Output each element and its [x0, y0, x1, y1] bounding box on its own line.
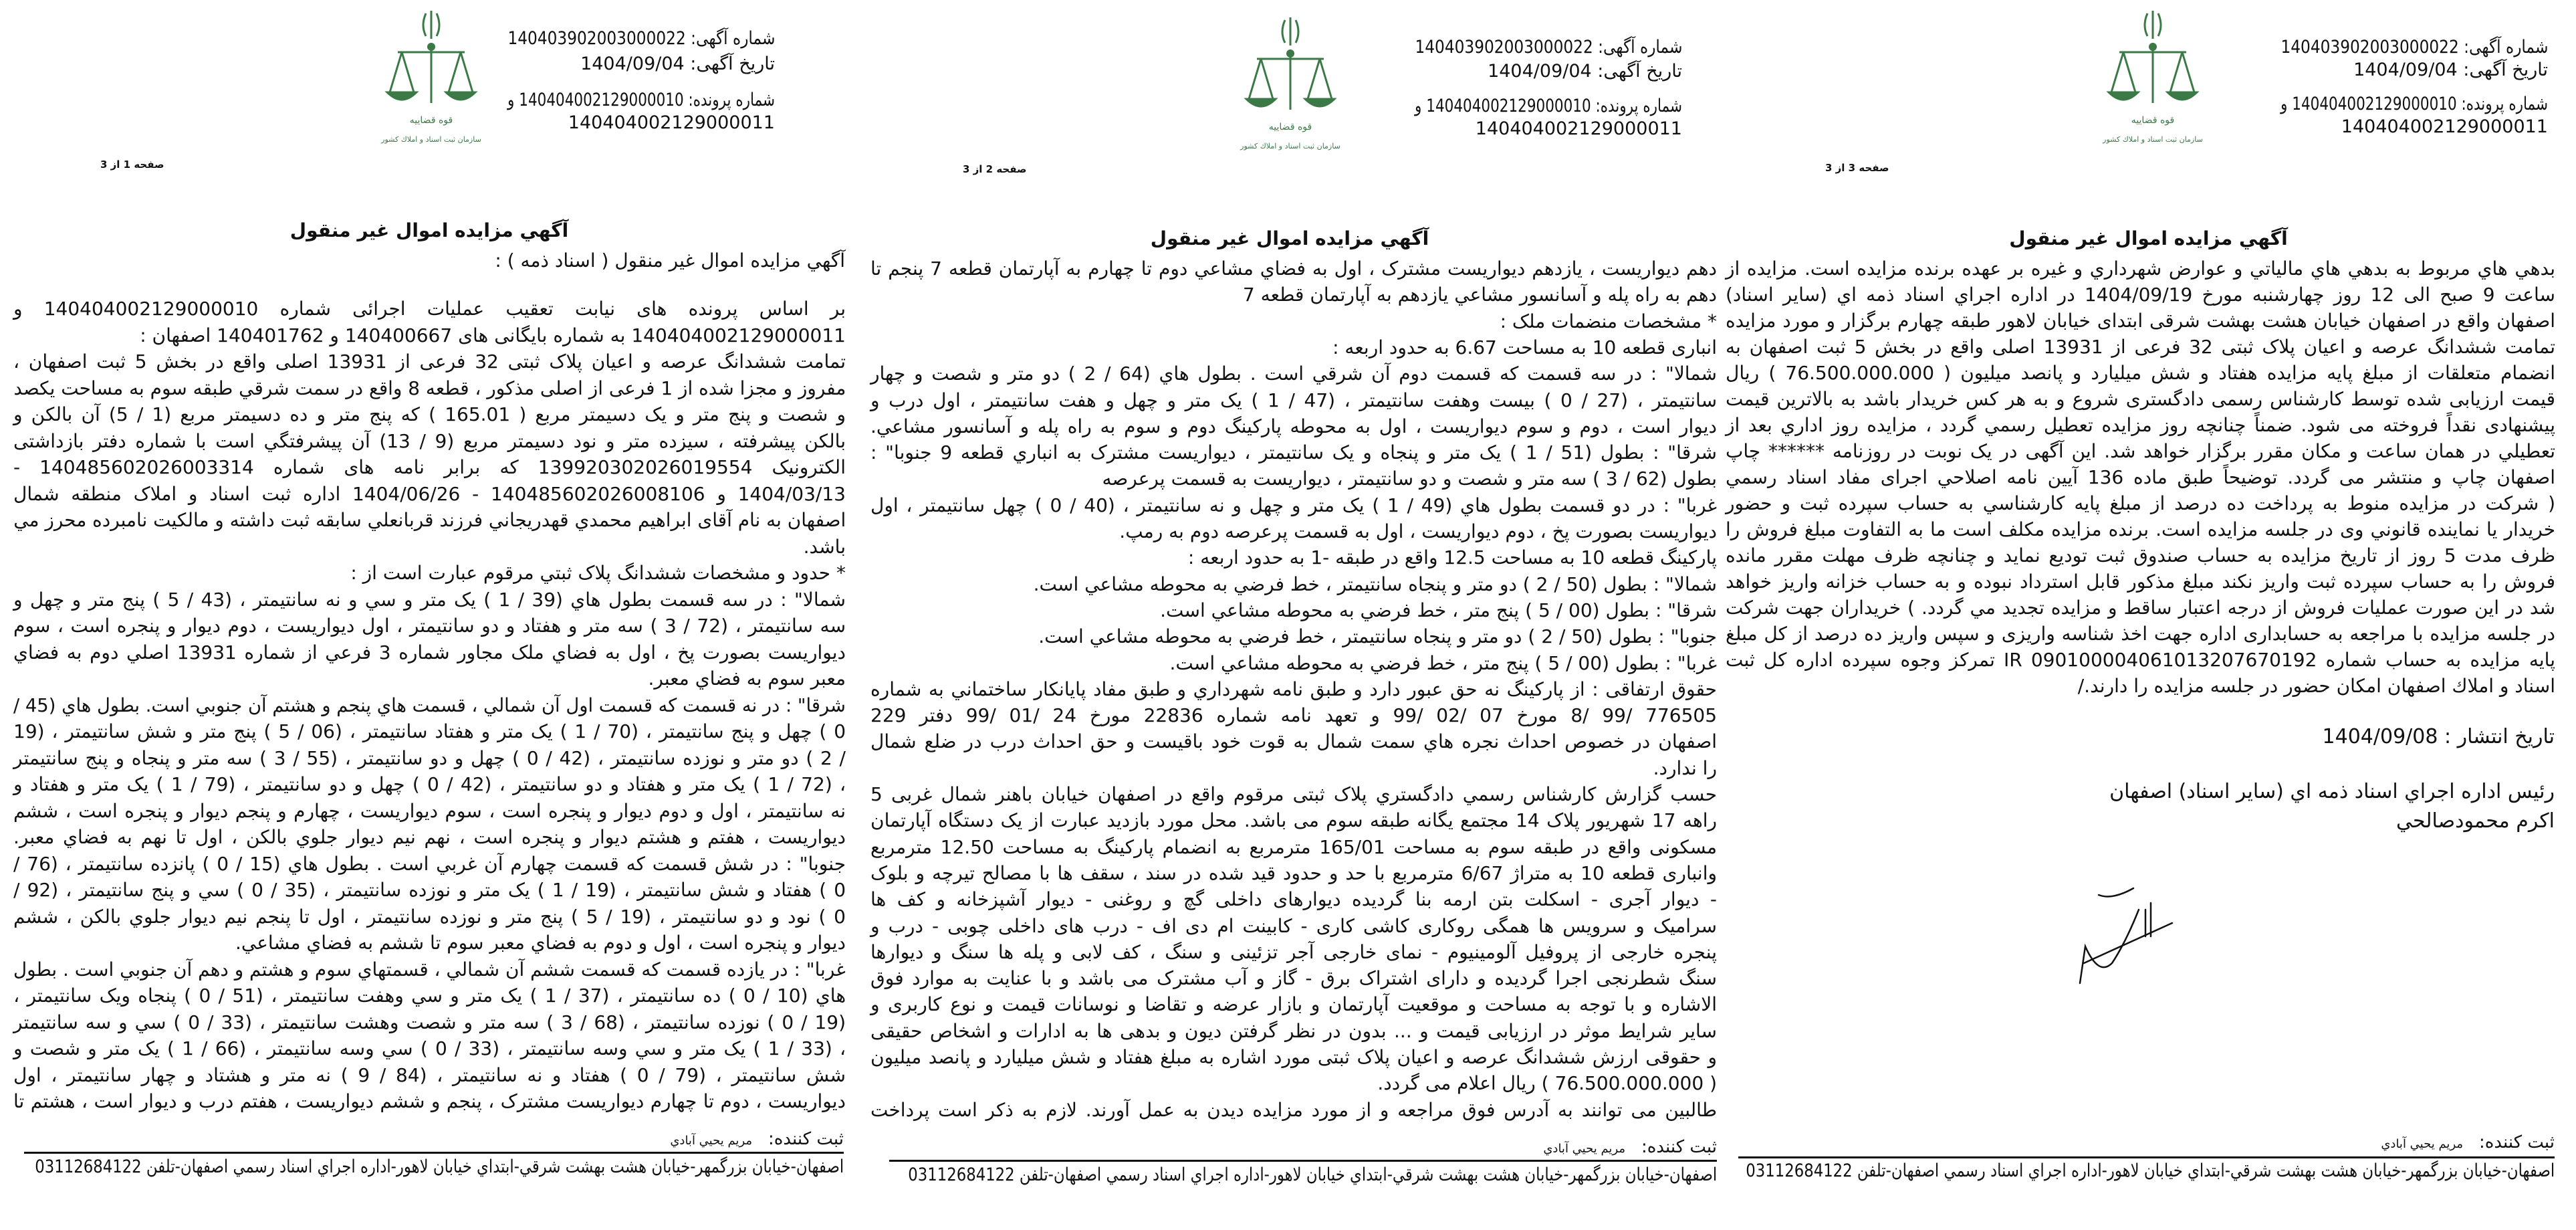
- judiciary-scales-icon: [2099, 8, 2206, 155]
- body-line: ظرف مدت 5 روز از تاريخ مزايده به حساب صندوق ثبت توديع نمايد و چنانچه ظرف مهلت مقرر مانده: [1726, 544, 2555, 567]
- body-line: پارکينگ قطعه 10 به مساحت 12.5 واقع در طبقه -1 به حدود اربعه :: [1187, 546, 1717, 569]
- body-line: ديواريست بصورت پخ ، دوم ديواريست ، اول به قسمت پرعرصه دوم به رمپ.: [1119, 520, 1717, 542]
- body-line: اسناد و املاك اصفهان امكان حضور در جلسه مزايده را دارند./: [2077, 675, 2555, 697]
- file-number-2: 140404002129000011: [1475, 118, 1682, 139]
- body-line: ديوار است ، دوم و سوم ديواريست ، اول به محوطه پارکينگ دوم و سوم به راه پله و آسانسور مشاعي.: [870, 415, 1717, 437]
- judiciary-logo: [1237, 15, 1344, 162]
- body-line: در جلسه مزايده با مراجعه به حسابداری اداره جهت اخذ شناسه واريزی و سپس واريز ده درصد از كل مبلغ: [1726, 623, 2555, 645]
- body-line: پايه مزايده به حساب شماره IR 090100004061013207670192 تمركز وجوه سپرده اداره كل ثبت: [1726, 649, 2555, 671]
- body-line: ديوار و پنجره است ، اول و دوم به فضاي معبر سوم تا ششم به فضاي مشاعي.: [235, 932, 846, 954]
- body-line: پيشنهادی نقداً فروخته می شود. ضمناً چنانچه روز مزايده تعطيل رسمي گردد ، مزايده روز اداري بعد از: [1726, 414, 2555, 436]
- ad-number: شماره آگهی: 140403902003000022: [1415, 37, 1682, 58]
- body-line: مسکونی واقع در طبقه سوم به مساحت 165/01 مترمربع به انضمام پارکینگ به مساحت 12.50 مترمربع: [870, 835, 1717, 858]
- page-1: [0, 0, 858, 1230]
- body-line: قيمت ارزيابی شده توسط كارشناس رسمی دادگستری شروع و به هر كس خريدار باشد به بالاترين قيمت: [1726, 388, 2555, 410]
- body-line: بطول (62 / 3 ) سه متر و شصت و دو سانتيمتر ، ديواريست به قسمت پرعرصه: [1102, 468, 1717, 490]
- body-line: ساعت 9 صبح الی 12 روز چهارشنبه مورخ 1404/09/19 در اداره اجراي اسناد ذمه اي (ساير اسناد): [1726, 284, 2555, 306]
- notice-title: آگهي مزايده اموال غير منقول: [289, 219, 569, 241]
- body-line: شمالا" : بطول (50 / 2 ) دو متر و پنجاه سانتيمتر ، خط فرضي به محوطه مشاعي است.: [1033, 573, 1717, 595]
- page-2: [858, 0, 1721, 1230]
- body-line: فروش را به حساب سپرده ثبت واريز نكند مبلغ مذكور قابل استرداد نبوده و به حساب خزانه واريز خواهد: [1726, 571, 2555, 593]
- body-line: ديواريست ، هفتم و هشتم ديوار و پنجره است ، نهم نيم ديوار جلوي بالکن ، اول تا نهم به فضاي معبر.: [13, 826, 846, 848]
- page-number: صفحه 3 از 3: [1825, 162, 1889, 174]
- body-line: باشد.: [803, 535, 846, 558]
- body-line: غربا" : در دو قسمت بطول هاي (49 / 1 ) يک متر و چهل و نه سانتيمتر ، (40 / 0 ) چهل سانتيمتر ، اول: [870, 494, 1718, 516]
- body-line: ، (72 / 1 ) يک متر و هفتاد و دو سانتيمتر ، (42 / 0 ) چهل و دو سانتيمتر ، (79 / 1 ) يک متر و هفتاد و: [13, 773, 846, 795]
- body-line: ( شركت در مزايده منوط به پرداخت ده درصد از مبلغ پايه كارشناسي به حساب سپرده ثبت و حضور: [1726, 492, 2555, 514]
- body-line: بر اساس پرونده های نیابت تعقیب عملیات اجرائی شماره 140404002129000010 و: [13, 298, 846, 320]
- ad-date: تاریخ آگهی: 1404/09/04: [2353, 60, 2548, 80]
- body-line: 776505 /99 /8 مورخ 07 /02 /99 و تعهد نامه شماره 22836 مورخ 24 /01 /99 دفتر 229: [870, 704, 1718, 727]
- body-line: سنگ شطرنجی اجرا گردیده و دارای اشتراک برق - گاز و آب مشترک می باشد و با عنایت به موارد فوق: [870, 967, 1717, 990]
- file-number: شماره پرونده: 140404002129000010 و: [2280, 94, 2548, 114]
- body-line: نه سانتيمتر ، اول و دوم ديوار و پنجره است ، سوم ديواريست ، چهارم و پنجم ديوار و پنجره است ، ششم: [13, 799, 846, 822]
- judiciary-scales-icon: [1237, 15, 1344, 162]
- body-line: ديواريست ، دوم تا چهارم ديواريست مشترک ، پنجم و ششم ديواريست ، هفتم درب و ديوار است ، هشتم تا: [13, 1090, 846, 1112]
- file-number: شماره پرونده: 140404002129000010 و: [507, 90, 775, 110]
- page-number: صفحه 1 از 3: [100, 159, 164, 171]
- body-line: شمالا" : در سه قسمت که قسمت دوم آن شرقي است . بطول هاي (64 / 2 ) دو متر و شصت و چهار: [870, 363, 1717, 385]
- file-number-2: 140404002129000011: [2341, 116, 2548, 137]
- ad-number: شماره آگهی: 140403902003000022: [507, 28, 775, 49]
- body-line: تمامت ششدانگ عرصه و اعيان پلاک ثبتی 32 فرعی از 13931 اصلی واقع در بخش 5 ثبت اصفهان به: [1726, 336, 2555, 358]
- body-line: الکترونیک 139920302026019554 که برابر نامه های شماره 140485602026003314 -: [13, 456, 846, 478]
- body-line: * حدود و مشخصات ششدانگ پلاک ثبتي مرقوم عبارت است از :: [350, 562, 846, 584]
- footer-divider: [1738, 1156, 2555, 1158]
- body-line: طالبین می توانند به آدرس فوق مراجعه و از مورد مزایده دیدن به عمل آورند. لازم به ذکر است پرداخت: [870, 1098, 1717, 1121]
- notice-title: آگهي مزايده اموال غير منقول: [1150, 227, 1429, 249]
- body-line: معبر سوم به فضاي معبر.: [648, 668, 846, 690]
- notice-title: آگهي مزايده اموال غير منقول: [2009, 227, 2288, 249]
- body-line: (19 / 0 ) نوزده سانتيمتر ، (68 / 3 ) سه متر و شصت وهشت سانتيمتر ، (33 / 0 ) سي و سه سانتيمتر: [13, 1011, 846, 1033]
- body-line: 140404002129000011 به شماره بایگانی های 140400667 و 140401762 اصفهان :: [140, 324, 846, 346]
- body-line: راهه 17 شهريور پلاک 14 مجتمع يگانه طبقه سوم می باشد. محل مورد بازديد عبارت از يک دستگاه آپارتمان: [870, 809, 1718, 832]
- registrar: ثبت کننده:مريم يحيي آبادي: [670, 1129, 844, 1149]
- judiciary-logo: [2099, 8, 2206, 155]
- body-line: پنجره خارجی از پروفیل آلومینیوم - نمای خارجی آجر تزئینی و سنگ ، کف لابی و پله ها سنگ و دیوارها: [870, 940, 1717, 963]
- body-line: جنوبا" : در شش قسمت که قسمت چهارم آن غربي است . بطول هاي (15 / 0 ) پانزده سانتيمتر ، (76 /: [13, 852, 846, 875]
- body-line: وانباری قطعه 10 به متراژ 6/67 مترمربع با حد و حدود قید شده در سند ، سقف ها با مصالح تیرچه و بلوک: [870, 861, 1718, 884]
- body-line: ( 76.500.000.000 ) ریال اعلام می گردد.: [1377, 1072, 1717, 1095]
- body-line: ديواريست بصورت پخ ، اول به فضاي ملک مجاور شماره 3 فرعي از شماره 13931 اصلي دوم به فضاي: [13, 641, 846, 663]
- svg-text:قوه قضاييه: قوه قضاييه: [2131, 115, 2175, 126]
- footer-divider: [24, 1152, 844, 1154]
- svg-text:سازمان ثبت اسناد و املاك كشور: سازمان ثبت اسناد و املاك كشور: [1240, 142, 1340, 150]
- body-line: * مشخصات منضمات ملک :: [1500, 310, 1717, 332]
- body-line: شمالا" : در سه قسمت بطول هاي (39 / 1 ) يک متر و سي و نه سانتيمتر ، (43 / 5 ) پنج متر و چهل و: [13, 588, 846, 611]
- body-line: و حقوقی ارزش ششدانگ عرصه و اعیان پلاک ثبتی مورد اشاره به مبلغ هفتاد و شش میلیارد و پانصد میلیون: [870, 1046, 1717, 1068]
- body-line: اصفهان چاپ و منتشر می گردد. توضيحاً طبق ماده 136 آيين نامه اصلاحي اجرای مفاد اسناد رسمي: [1726, 466, 2555, 488]
- file-number: شماره پرونده: 140404002129000010 و: [1415, 96, 1682, 116]
- svg-text:قوه قضاييه: قوه قضاييه: [1268, 122, 1312, 132]
- body-line: تمامت ششدانگ عرصه و اعیان پلاک ثبتی 32 فرعی از 13931 اصلی واقع در بخش 5 ثبت اصفهان ،: [13, 350, 846, 373]
- body-line: شد در اين صورت عمليات فروش از درجه اعتبار ساقط و مزايده تجديد مي گردد. ) خريداران جهت شركت: [1726, 597, 2555, 619]
- footer-address: اصفهان-خيابان بزرگمهر-خيابان هشت بهشت شرقي-ابتداي خيابان لاهور-اداره اجراي اسناد رسمي اصفهان-تلفن 03112684122: [35, 1156, 844, 1177]
- body-line: حقوق ارتفاقی : از پارکينگ نه حق عبور دارد و طبق نامه شهرداري و طبق مفاد پايانكار ساختماني به شماره: [870, 678, 1717, 700]
- body-line: دهم ديواريست ، يازدهم ديواريست مشترک ، اول به فضاي مشاعي دوم تا چهارم به آپارتمان قطعه 7 پنجم تا: [870, 258, 1717, 280]
- body-line: شرقا" : در نه قسمت که قسمت اول آن شمالي ، قسمت هاي پنجم و هشتم آن جنوبي است. بطول هاي (45 /: [13, 694, 846, 716]
- body-line: جنوبا" : بطول (50 / 2 ) دو متر و پنجاه سانتيمتر ، خط فرضي به محوطه مشاعي است.: [1038, 625, 1717, 648]
- body-line: 0 ) هفتاد و شش سانتيمتر ، (19 / 1 ) يک متر و نوزده سانتيمتر ، (35 / 0 ) سي و پنج سانتيمتر ، (92 /: [13, 879, 846, 901]
- signatory-title: رئيس اداره اجراي اسناد ذمه اي (ساير اسناد) اصفهان: [2109, 780, 2555, 803]
- ad-date: تاریخ آگهی: 1404/09/04: [580, 54, 775, 74]
- svg-text:قوه قضاييه: قوه قضاييه: [409, 115, 453, 126]
- body-line: سرامیک و سرویس ها همگی روکاری کاشی کاری - کابینت ام دی اف - درب های داخلی چوبی - درب و: [870, 914, 1717, 937]
- page-3: [1721, 0, 2576, 1230]
- registrar: ثبت کننده:مريم يحيي آبادي: [1543, 1137, 1717, 1157]
- footer-address: اصفهان-خيابان بزرگمهر-خيابان هشت بهشت شرقي-ابتداي خيابان لاهور-اداره اجراي اسناد رسمي اصفهان-تلفن 03112684122: [1746, 1160, 2555, 1181]
- svg-text:سازمان ثبت اسناد و املاك كشور: سازمان ثبت اسناد و املاك كشور: [381, 135, 481, 144]
- body-line: ، (33 / 1 ) يک متر و سي وسه سانتيمتر ، (33 / 0 ) سي وسه سانتيمتر ، (66 / 1 ) يک متر و شصت و: [13, 1037, 846, 1059]
- body-line: انضمام متعلقات از مبلغ پايه مزايده هفتاد و شش ميليارد و پانصد ميليون ( 76.500.000.000 ) ريال: [1726, 362, 2555, 384]
- body-line: شش سانتيمتر ، (79 / 0 ) هفتاد و نه سانتيمتر ، (84 / 9 ) نه متر و هشتاد و چهار سانتيمتر ، اول: [13, 1063, 846, 1086]
- svg-text:سازمان ثبت اسناد و املاك كشور: سازمان ثبت اسناد و املاك كشور: [2103, 135, 2203, 144]
- signature: [2072, 883, 2186, 990]
- ad-date: تاریخ آگهی: 1404/09/04: [1488, 61, 1682, 82]
- body-line: مفروز و مجزا شده از 1 فرعی از اصلی مذکور ، قطعه 8 واقع در سمت شرقي طبقه سوم به مساحت یکصد: [13, 377, 846, 399]
- body-line: بالکن پیشرفته ، سیزده متر و نود دسیمتر مربع (9 / 13) آن پیشرفتگي است با شماره دفتر بازداشتی: [13, 429, 846, 452]
- body-line: / 2 ) دو متر و نوزده سانتيمتر ، (42 / 0 ) چهل و دو سانتيمتر ، (55 / 3 ) سه متر و پنجاه و پنج سانتيمتر: [13, 746, 846, 769]
- body-line: بدهي هاي مربوط به بدهي هاي مالياتي و عوارض شهرداري و غيره بر عهده برنده مزايده است. مزايده از: [1726, 258, 2555, 280]
- registrar: ثبت کننده:مريم يحيي آبادي: [2381, 1132, 2555, 1152]
- ad-number: شماره آگهی: 140403902003000022: [2280, 37, 2548, 58]
- body-line: الاشاره و با توجه به مساحت و موقعیت آپارتمان و بازار عرضه و تقاضا و نوسانات قیمت و نوع کاربری و: [870, 993, 1717, 1016]
- body-line: دهم به راه پله و آسانسور مشاعي يازدهم به آپارتمان قطعه 7: [1242, 284, 1717, 306]
- body-line: و شصت و پنج متر و یک دسیمتر مربع ( 165.01 ) که پنج متر و ده دسیمتر مربع (1 / 5) آن بالکن و: [13, 403, 846, 425]
- body-line: اصفهان واقع در اصفهان خيابان هشت بهشت شرقی ابتدای خيابان لاهور طبقه چهارم برگزار و مورد مزايده: [1726, 310, 2555, 332]
- page-number: صفحه 2 از 3: [963, 163, 1027, 175]
- body-line: حسب گزارش کارشناس رسمي دادگستري پلاک ثبتی مرقوم واقع در اصفهان خيابان باهنر شمال غربی 5: [870, 783, 1717, 805]
- body-line: 0 ) چهل و پنج سانتيمتر ، (70 / 1 ) يک متر و هفتاد سانتيمتر ، (06 / 5 ) پنج متر و شش سانتيمتر ، (19: [13, 720, 846, 742]
- body-line: اصفهان در خصوص احداث نجره هاي سمت شمال به قوت خود باقيست و حق احداث درب در ضلع شمال: [870, 730, 1717, 753]
- footer-divider: [889, 1160, 1717, 1162]
- body-line: - دیوار آجری - اسکلت بتن ارمه بنا گردیده دیوارهای داخلی گچ و روغنی - دیوار آشپزخانه و کف ها: [870, 888, 1717, 911]
- body-line: اصفهان به نام آقای ابراهیم محمدي قهدريجاني فرزند قربانعلي سابقه ثبت داشته و مالكيت نامبرده محرز مي: [13, 509, 846, 531]
- signatory-name: اكرم محمودصالحي: [2395, 809, 2555, 833]
- body-line: غربا" : بطول (00 / 5 ) پنج متر ، خط فرضي به محوطه مشاعي است.: [1169, 651, 1717, 674]
- publish-date: تاريخ انتشار : 1404/09/08: [2322, 725, 2555, 748]
- body-line: 1404/03/13 و 140485602026008106 - 1404/06/26 اداره ثبت اسناد و املاک منطقه شمال: [13, 482, 846, 505]
- body-line: سایر شرایط موثر در ارزیابی قیمت و ... بدون در نظر گرفتن دیون و بدهی ها به ادارات و اشخاص حقیقی: [870, 1019, 1717, 1042]
- body-line: را ندارد.: [1653, 756, 1717, 779]
- body-line: شرقا" : بطول (00 / 5 ) پنج متر ، خط فرضي به محوطه مشاعي است.: [1160, 599, 1717, 621]
- footer-address: اصفهان-خيابان بزرگمهر-خيابان هشت بهشت شرقي-ابتداي خيابان لاهور-اداره اجراي اسناد رسمي اصفهان-تلفن 03112684122: [908, 1164, 1717, 1185]
- body-line: تعطيلي در همان ساعت و مكان مقرر برگزار خواهد شد. اين آگهی در يک نوبت در روزنامه ****** چاپ: [1726, 440, 2555, 462]
- body-line: 0 ) نود و دو سانتيمتر ، (19 / 5 ) پنج متر و نوزده سانتيمتر ، اول تا پنجم نيم ديوار جلوي بالکن ، ششم: [13, 905, 846, 928]
- body-line: غربا" : در يازده قسمت که قسمت ششم آن شمالي ، قسمتهاي سوم و هشتم و دهم آن جنوبي است . بطول: [13, 958, 846, 981]
- body-line: خريدار يا نماينده قانوني وی در جلسه مزايده است. برنده مزايده مكلف است ما به التفاوت مبلغ فروش را: [1726, 518, 2555, 540]
- body-line: سانتيمتر ، (27 / 0 ) بيست وهفت سانتيمتر ، (47 / 1 ) يک متر و چهل و هفت سانتيمتر ، اول درب و: [870, 389, 1717, 411]
- body-line: انباری قطعه 10 به مساحت 6.67 به حدود اربعه :: [1332, 336, 1717, 358]
- body-line: شرقا" : بطول (51 / 1 ) يک متر و پنجاه و يک سانتيمتر ، ديواريست مشترک به انباري قطعه 9 جنوبا" :: [870, 441, 1717, 464]
- file-number-2: 140404002129000011: [568, 112, 775, 133]
- body-line: سه سانتيمتر ، (72 / 3 ) سه متر و هفتاد و دو سانتيمتر ، اول ديواريست ، دوم ديوار و پنجره است ، سوم: [13, 615, 846, 637]
- body-line: هاي (10 / 0 ) ده سانتيمتر ، (37 / 1 ) يک متر و سي وهفت سانتيمتر ، (51 / 0 ) پنجاه ويک سانتيمتر ،: [13, 985, 846, 1007]
- notice-subtitle: آگهي مزايده اموال غير منقول ( اسناد ذمه ) :: [495, 249, 845, 272]
